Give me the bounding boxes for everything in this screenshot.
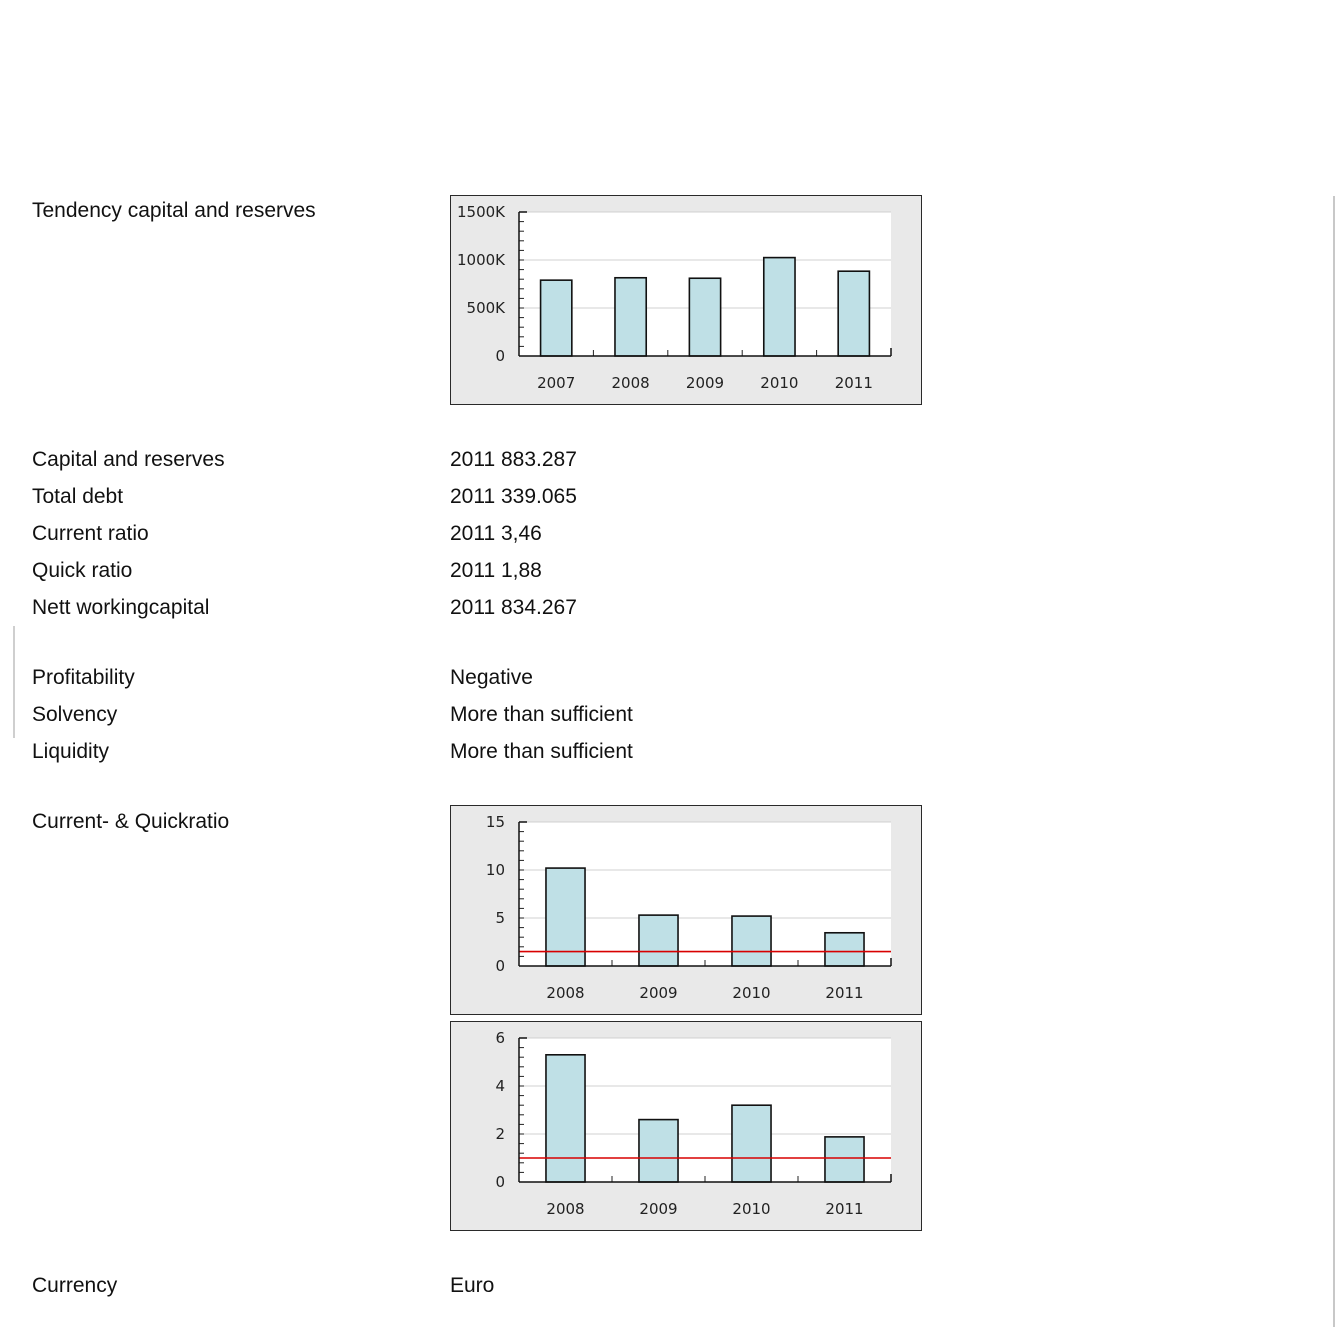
quick-ratio-chart — [450, 1021, 922, 1231]
chart-svg — [451, 1022, 921, 1230]
chart-svg — [451, 806, 921, 1014]
chart-svg — [451, 196, 921, 404]
currency-value: Euro — [450, 1274, 495, 1297]
x-tick-label: 2008 — [546, 1200, 585, 1218]
bar-2009 — [639, 1120, 678, 1182]
x-tick-label: 2009 — [639, 984, 678, 1002]
bar-2010 — [732, 1105, 771, 1182]
x-tick-label: 2010 — [760, 374, 799, 392]
x-tick-label: 2011 — [825, 1200, 864, 1218]
y-tick-label: 0 — [495, 957, 505, 975]
y-tick-label: 0 — [495, 347, 505, 365]
tendency-label: Tendency capital and reserves — [32, 199, 316, 222]
bar-2009 — [689, 278, 720, 356]
x-tick-label: 2011 — [825, 984, 864, 1002]
current-ratio-label: Current ratio — [32, 522, 149, 545]
left-edge-divider — [13, 626, 15, 738]
y-tick-label: 15 — [485, 813, 505, 831]
nett-workingcapital-label: Nett workingcapital — [32, 596, 210, 619]
bar-2011 — [838, 271, 869, 356]
capital-reserves-chart — [450, 195, 922, 405]
x-tick-label: 2009 — [685, 374, 725, 392]
bar-2010 — [764, 258, 795, 356]
currency-label: Currency — [32, 1274, 118, 1297]
profitability-label: Profitability — [32, 666, 135, 689]
solvency-value: More than sufficient — [450, 703, 633, 726]
x-tick-label: 2009 — [639, 1200, 678, 1218]
x-tick-label: 2010 — [732, 984, 771, 1002]
x-tick-label: 2007 — [537, 374, 576, 392]
liquidity-value: More than sufficient — [450, 740, 633, 763]
x-tick-label: 2008 — [546, 984, 585, 1002]
right-edge-divider — [1333, 196, 1335, 1327]
bar-2008 — [546, 1055, 585, 1182]
nett-workingcapital-value: 2011 834.267 — [450, 596, 577, 619]
y-tick-label: 6 — [495, 1029, 505, 1047]
quick-ratio-value: 2011 1,88 — [450, 559, 542, 582]
total-debt-value: 2011 339.065 — [450, 485, 577, 508]
quick-ratio-label: Quick ratio — [32, 559, 133, 582]
current-quickratio-label: Current- & Quickratio — [32, 810, 230, 833]
bar-2011 — [825, 933, 864, 966]
y-tick-label: 10 — [485, 861, 505, 879]
capital-reserves-value: 2011 883.287 — [450, 448, 577, 471]
profitability-value: Negative — [450, 666, 533, 689]
y-tick-label: 500K — [466, 299, 505, 317]
x-tick-label: 2011 — [834, 374, 873, 392]
current-ratio-chart — [450, 805, 922, 1015]
bar-2007 — [541, 280, 572, 356]
liquidity-label: Liquidity — [32, 740, 110, 763]
capital-reserves-label: Capital and reserves — [32, 448, 225, 471]
bar-2010 — [732, 916, 771, 966]
bar-2011 — [825, 1137, 864, 1182]
y-tick-label: 1000K — [456, 251, 505, 269]
solvency-label: Solvency — [32, 703, 118, 726]
y-tick-label: 4 — [495, 1077, 505, 1095]
total-debt-label: Total debt — [32, 485, 124, 508]
y-tick-label: 2 — [495, 1125, 505, 1143]
x-tick-label: 2010 — [732, 1200, 771, 1218]
y-tick-label: 5 — [495, 909, 505, 927]
x-tick-label: 2008 — [611, 374, 650, 392]
y-tick-label: 1500K — [456, 203, 505, 221]
bar-2008 — [615, 278, 646, 356]
y-tick-label: 0 — [495, 1173, 505, 1191]
bar-2009 — [639, 915, 678, 966]
current-ratio-value: 2011 3,46 — [450, 522, 542, 545]
